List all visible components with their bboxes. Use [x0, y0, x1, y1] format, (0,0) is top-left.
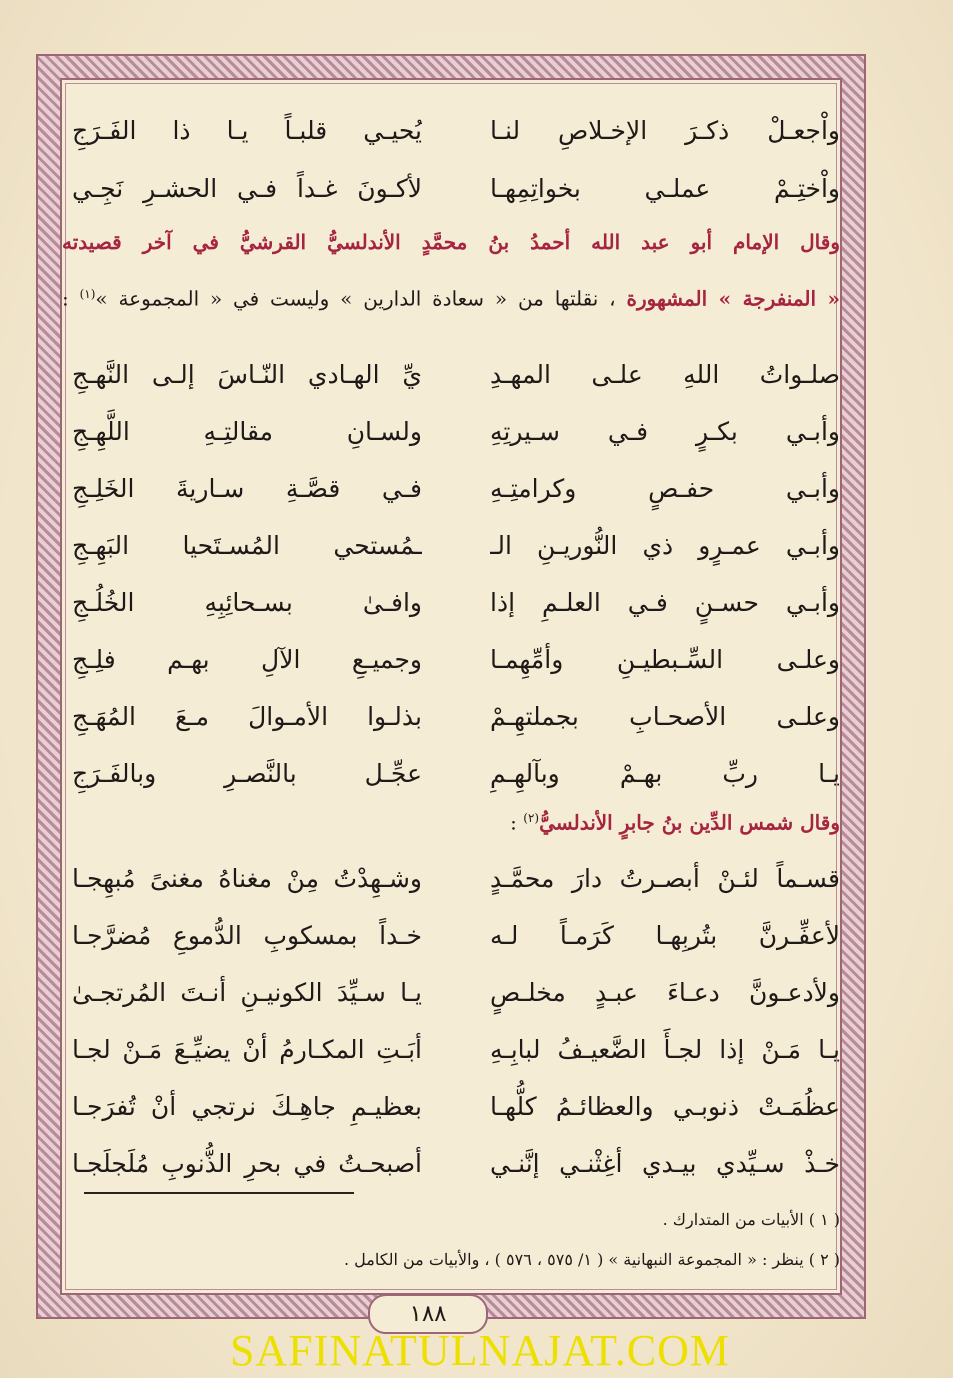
verse-line — [62, 690, 840, 744]
colon: : — [62, 286, 80, 311]
verse-left-hemistich: فـي قصَّـةِ سـاريةَ الخَلِـجِ — [72, 474, 422, 503]
verse-right-hemistich: يـا ربِّ بهـمْ وبآلهِـمِ — [490, 759, 840, 788]
verse-left-hemistich: يُحيـي قلبـاً يـا ذا الفَـرَجِ — [72, 116, 422, 145]
verse-line — [62, 633, 840, 687]
verse-line — [62, 348, 840, 402]
verse-left-hemistich: وشـهِدْتُ مِنْ مغناهُ مغنىً مُبهِجـا — [72, 864, 422, 893]
verse-line — [62, 519, 840, 573]
page-number: ١٨٨ — [368, 1294, 488, 1334]
verse-right-hemistich: واْجعـلْ ذكـرَ الإخـلاصِ لنـا — [490, 116, 840, 145]
footnote-marker: (١) — [79, 287, 96, 301]
verse-right-hemistich: وعلـى السِّـبطيـنِ وأمِّهِمـا — [490, 645, 840, 674]
verse-left-hemistich: أصبحـتُ في بحرِ الذُّنوبِ مُلَجلَجـا — [72, 1149, 422, 1178]
footnote-separator — [84, 1192, 354, 1194]
verse-line — [62, 576, 840, 630]
verse-line — [62, 405, 840, 459]
verse-right-hemistich: لأعفِّـرنَّ بتُربِهـا كَرَمـاً لـه — [490, 921, 840, 950]
verse-left-hemistich: بذلـوا الأمـوالَ مـعَ المُهَـجِ — [72, 702, 422, 731]
verse-line — [62, 966, 840, 1020]
verse-left-hemistich: خـداً بمسكوبِ الدُّموعِ مُضرَّجـا — [72, 921, 422, 950]
colon: : — [510, 810, 524, 835]
verse-right-hemistich: وأبـي بكـرٍ فـي سـيرتِهِ — [490, 417, 840, 446]
verse-line — [62, 747, 840, 801]
verse-line — [62, 909, 840, 963]
footnote-2: ( ٢ ) ينظر : « المجموعة النبهانية » ( ١/ ٥٧٥ ، ٥٧٦ ) ، والأبيات من الكامل . — [344, 1250, 840, 1269]
poem-name: « المنفرجة » المشهورة — [626, 286, 840, 311]
verse-right-hemistich: قسـماً لئـنْ أبصـرتُ دارَ محمَّـدٍ — [490, 864, 840, 893]
source-note — [62, 274, 840, 319]
verse-right-hemistich: عظُمَـتْ ذنوبـي والعظائـمُ كلُّهـا — [490, 1092, 840, 1121]
verse-line — [62, 1137, 840, 1191]
verse-line — [62, 162, 840, 216]
verse-line — [62, 462, 840, 516]
verse-line — [62, 1080, 840, 1134]
verse-line — [62, 104, 840, 158]
page-content — [62, 80, 840, 1293]
verse-line — [62, 1023, 840, 1077]
verse-left-hemistich: لأكـونَ غـداً فـي الحشـرِ نَجِـي — [72, 174, 422, 203]
verse-left-hemistich: وجميـعِ الآلِ بهـم فلِـجِ — [72, 645, 422, 674]
verse-left-hemistich: ولسـانِ مقالتِـهِ اللَّهِـجِ — [72, 417, 422, 446]
poet-name: وقال شمس الدِّين بنُ جابرٍ الأندلسيُّ — [539, 810, 840, 835]
section-heading-2 — [62, 798, 840, 843]
verse-right-hemistich: وعلـى الأصحـابِ بجملتهِـمْ — [490, 702, 840, 731]
verse-left-hemistich: عجِّـل بالنَّصـرِ وبالفَـرَجِ — [72, 759, 422, 788]
section-heading: وقال الإمام أبو عبد الله أحمدُ بنُ محمَّدٍ الأندلسيُّ القرشيُّ في آخر قصيدته — [62, 230, 840, 254]
verse-right-hemistich: صلـواتُ اللهِ علـى المهـدِ — [490, 360, 840, 389]
verse-right-hemistich: يـا مَـنْ إذا لجـأَ الضَّعيـفُ لبابِـهِ — [490, 1035, 840, 1064]
verse-left-hemistich: وافـىٰ بسـحائِبِهِ الخُلُـجِ — [72, 588, 422, 617]
verse-left-hemistich: بعظيـمِ جاهِـكَ نرتجي أنْ تُفرَجـا — [72, 1092, 422, 1121]
verse-right-hemistich: وأبـي حسـنٍ فـي العلـمِ إذا — [490, 588, 840, 617]
verse-right-hemistich: وأبـي عمـرٍو ذي النُّوريـنِ الـ — [490, 531, 840, 560]
verse-left-hemistich: أبَـتِ المكـارمُ أنْ يضيِّـعَ مَـنْ لجـا — [72, 1035, 422, 1064]
verse-left-hemistich: يِّ الهـادي النّـاسَ إلـى النَّهـجِ — [72, 360, 422, 389]
footnote-1: ( ١ ) الأبيات من المتدارك . — [662, 1210, 840, 1229]
verse-left-hemistich: يـا سـيِّدَ الكونيـنِ أنـتَ المُرتجـىٰ — [72, 978, 422, 1007]
verse-right-hemistich: واْختِـمْ عملـي بخواتِمِهـا — [490, 174, 840, 203]
verse-line — [62, 852, 840, 906]
source-text: ، نقلتها من « سعادة الدارين » وليست في « المجموعة » — [95, 286, 616, 311]
verse-left-hemistich: ـمُستحي المُسـتَحيا البَهِـجِ — [72, 531, 422, 560]
verse-right-hemistich: وأبـي حفـصٍ وكرامتِـهِ — [490, 474, 840, 503]
verse-right-hemistich: خـذْ سـيِّدي بيـدي أغِثْنـي إنَّنـي — [490, 1149, 840, 1178]
site-watermark: SAFINATULNAJAT.COM — [229, 1326, 730, 1375]
verse-right-hemistich: ولأدعـونَّ دعـاءَ عبـدٍ مخلـصٍ — [490, 978, 840, 1007]
footnote-marker: (٢) — [523, 811, 540, 825]
